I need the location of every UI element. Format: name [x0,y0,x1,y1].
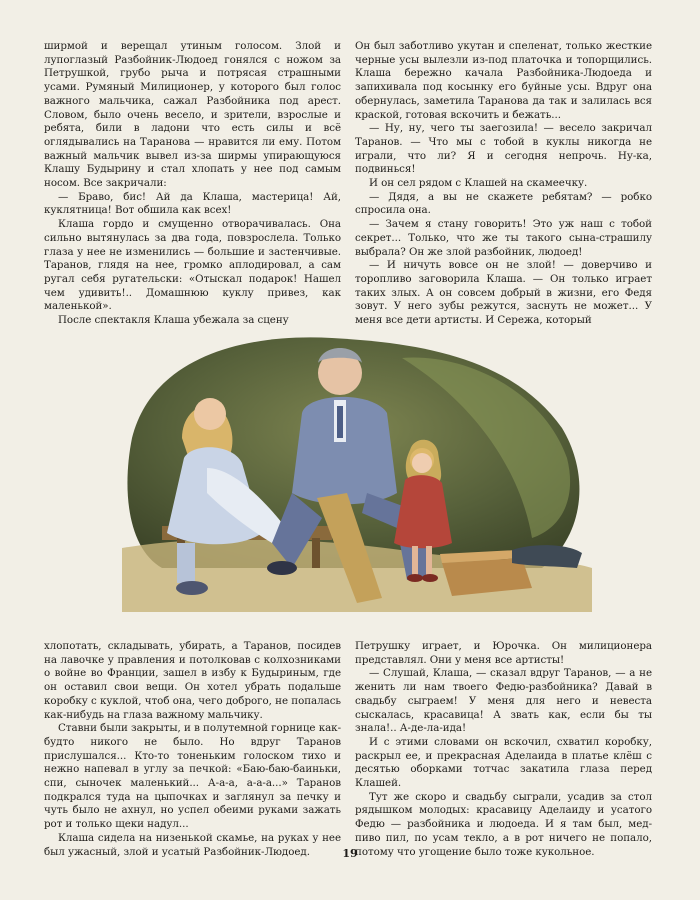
paragraph: — Ну, ну, чего ты заегозила! — весело закричал Таранов. — Что мы с тобой в куклы никогда не играли, что ли? Я и сегодня непрочь. Ну-ка, подвинься! [355,122,652,176]
paragraph: хлопотать, складывать, убирать, а Таранов, посидев на лавочке у правления и потолковав с колхозниками о войне во Франции, зашел в избу к Будыриным, где он оставил свои вещи. Он хотел убрать подальше коробку с куклой, чтоб она, чего доброго, не попалась как-нибудь на глаза важному мальчику. [44,640,341,721]
paragraph: — Дядя, а вы не скажете ребятам? — робко спросила она. [355,190,652,217]
paragraph: После спектакля Клаша убежала за сцену [58,314,289,327]
paragraph: — Слушай, Клаша, — сказал вдруг Таранов, — а не женить ли нам твоего Федю-разбойника? Давай в свадьбу сыграем! У меня для него и невеста сыскалась, красавица! А звать как, если бы ты знала!.. А-де-ла-ида! [355,667,652,735]
text-column-bottom-right [355,640,652,859]
text-column-bottom-left [44,640,341,859]
text-column-top-left [44,40,341,328]
paragraph: И он сел рядом с Клашей на скамеечку. [369,177,588,190]
paragraph: Клаша сидела на низенькой скамье, на руках у нее был ужасный, злой и усатый Разбойник-Людоед. [44,831,341,858]
paragraph: Ставни были закрыты, и в полутемной горнице как-будто никого не было. Но вдруг Таранов прислушался... Кто-то тоненьким голоском тихо и нежно напевал в углу за печкой: «Баю-баю-баиньки, спи, сыночек маленький... А-а-а, а-а-а...» Таранов подкрался туда на цыпочках и заглянул за печку и чуть было не ахнул, но успел обеими руками зажать рот и только щеки надул... [44,722,341,831]
paragraph: Тут же скоро и свадьбу сыграли, усадив за стол рядышком молодых: красавицу Аделаиду и усатого Федю — разбойника и людоеда. И я там был, мед-пиво пил, по усам текло, а в рот ничего не попало, потому что угощение было тоже кукольное. [355,790,652,858]
illustration-figure [122,318,592,612]
paragraph: — И ничуть вовсе он не злой! — доверчиво и торопливо заговорила Клаша. — Он только играет таких злых. А он совсем добрый в жизни, его Федя зовут. У него зубы режутся, заснуть не может... У меня все дети артисты. И Сережа, который [355,259,652,327]
paragraph: Он был заботливо укутан и спеленат, только жесткие черные усы вылезли из-под платочка и топорщились. Клаша бережно качала Разбойника-Людоеда и запихивала под косынку его буйные усы. Вдруг она обернулась, заметила Таранова да так и залилась вся краской, готовая вскочить и бежать... [355,40,652,121]
paragraph: ширмой и верещал утиным голосом. Злой и лупоглазый Разбойник-Людоед гонялся с ножом за Петрушкой, грубо рыча и потрясая страшными усами. Румяный Милиционер, у которого был голос важного мальчика, сажал Разбойника под арест. Словом, было очень весело, и зрители, взрослые и ребята, били в ладони что есть силы и всё оглядывались на Таранова — нравится ли ему. Потом важный мальчик вывел из-за ширмы упирающуюся Клашу Будырину и стал хлопать у нее под самым носом. Все закричали: [44,40,341,190]
page-number: 19 [342,847,358,860]
paragraph: Петрушку играет, и Юрочка. Он милиционера представлял. Они у меня все артисты! [355,640,652,666]
paragraph: — Зачем я стану говорить! Это уж наш с тобой секрет... Только, что же ты такого сына-страшилу выбрала? Он же злой разбойник, людоед! [355,218,652,258]
paragraph: — Браво, бис! Ай да Клаша, мастерица! Ай, куклятница! Вот обшила как всех! [44,190,341,217]
text-column-top-right [355,40,652,328]
paragraph: И с этими словами он вскочил, схватил коробку, раскрыл ее, и прекрасная Аделаида в платье клёш с десятью оборками тотчас закатила глаза перед Клашей. [355,735,652,790]
paragraph: Клаша гордо и смущенно отворачивалась. Она сильно вытянулась за два года, повзрослела. Только глаза у нее не изменились — большие и застенчивые. Таранов, глядя на нее, громко аплодировал, а сам ругал себя ругательски: «Отыскал подарок! Нашел чем удивить!.. Домашнюю куклу привез, как маленькой». [44,218,341,313]
